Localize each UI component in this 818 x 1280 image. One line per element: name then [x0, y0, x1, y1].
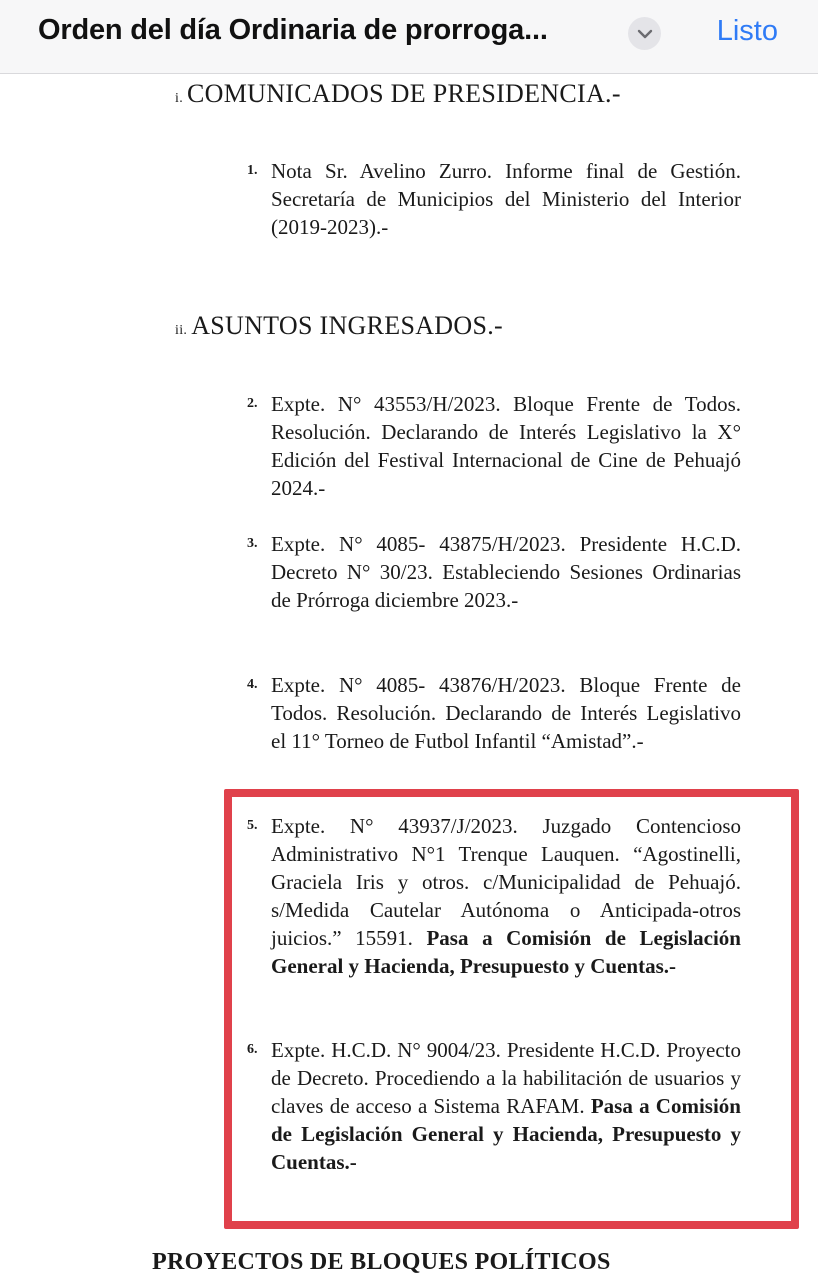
chevron-down-icon [637, 29, 653, 39]
list-item [247, 671, 741, 755]
section-heading-proyectos: PROYECTOS DE BLOQUES POLÍTICOS [152, 1249, 611, 1275]
section-number: ii. [175, 323, 188, 338]
item-number: 2. [247, 396, 258, 411]
list-item [247, 1036, 741, 1176]
section-number: i. [175, 91, 183, 106]
item-referral-text: Pasa a Comisión de Legislación General y Hacienda, Presupuesto y Cuentas.- [271, 926, 741, 978]
item-text: Expte. N° 4085- 43876/H/2023. Bloque Frente de Todos. Resolución. Declarando de Interés Legislativo el 11° Torneo de Futbol Infantil “Amistad”.- [271, 673, 741, 753]
list-item [247, 390, 741, 502]
done-button[interactable]: Listo [716, 15, 778, 47]
section-heading-comunicados [175, 79, 621, 109]
item-text: Expte. N° 43553/H/2023. Bloque Frente de Todos. Resolución. Declarando de Interés Legislativo la X° Edición del Festival Internacional de Cine de Pehuajó 2024.- [271, 392, 741, 500]
item-number: 4. [247, 677, 258, 692]
item-number: 3. [247, 536, 258, 551]
item-referral-text: Pasa a Comisión de Legislación General y Hacienda, Presupuesto y Cuentas.- [271, 1094, 741, 1174]
item-number: 5. [247, 818, 258, 833]
item-text: Expte. N° 4085- 43875/H/2023. Presidente H.C.D. Decreto N° 30/23. Estableciendo Sesiones Ordinarias de Prórroga diciembre 2023.- [271, 532, 741, 612]
item-text: Nota Sr. Avelino Zurro. Informe final de Gestión. Secretaría de Municipios del Ministerio del Interior (2019-2023).- [271, 159, 741, 239]
item-text: Expte. N° 43937/J/2023. Juzgado Contencioso Administrativo N°1 Trenque Lauquen. “Agostinelli, Graciela Iris y otros. c/Municipalidad de Pehuajó. s/Medida Cautelar Autónoma o Anticipada-otros juicios.” 15591. [271, 814, 741, 950]
item-text: Expte. H.C.D. N° 9004/23. Presidente H.C.D. Proyecto de Decreto. Procediendo a la habilitación de usuarios y claves de acceso a Sistema RAFAM. [271, 1038, 741, 1118]
item-number: 1. [247, 163, 258, 178]
title-dropdown-button[interactable] [628, 17, 661, 50]
document-header-bar [0, 0, 818, 74]
list-item [247, 157, 741, 241]
list-item [247, 812, 741, 980]
list-item [247, 530, 741, 614]
document-title: Orden del día Ordinaria de prorroga... [38, 14, 548, 46]
section-heading-asuntos [175, 311, 503, 341]
document-page[interactable] [0, 73, 818, 1280]
section-title: COMUNICADOS DE PRESIDENCIA.- [187, 79, 621, 108]
item-number: 6. [247, 1042, 258, 1057]
section-title: ASUNTOS INGRESADOS.- [191, 311, 503, 340]
